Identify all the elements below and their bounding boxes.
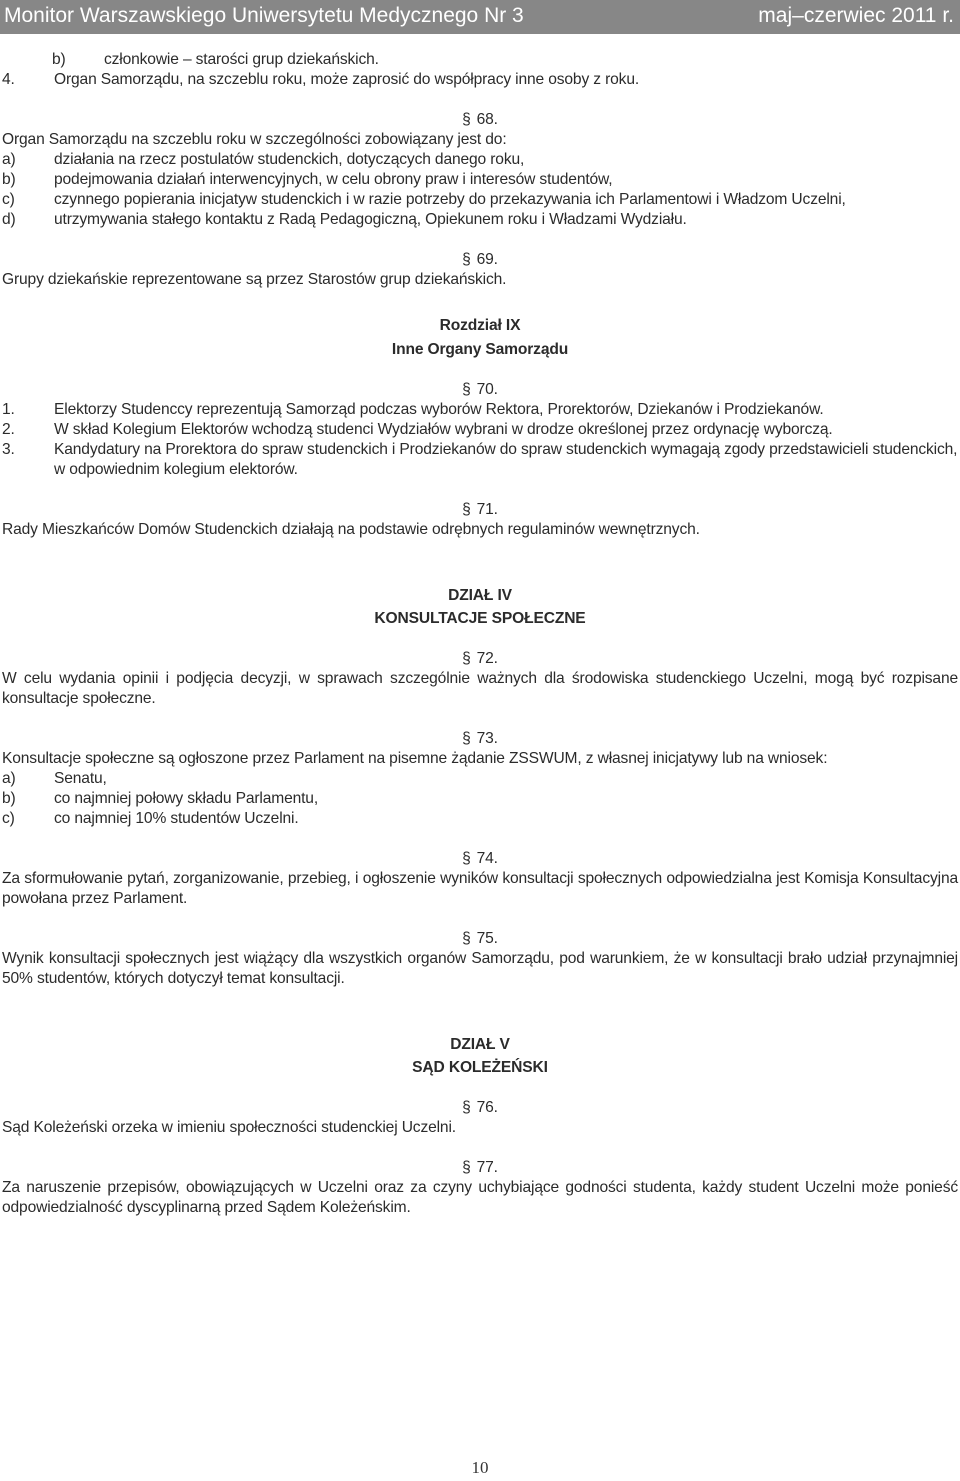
division-heading: DZIAŁ IV bbox=[448, 587, 512, 604]
paragraph: Sąd Koleżeński orzeka w imieniu społeczności studenckiej Uczelni. bbox=[2, 1119, 456, 1136]
page-header bbox=[0, 0, 960, 34]
section-symbol: § bbox=[462, 111, 471, 128]
publication-title: Monitor Warszawskiego Uniwersytetu Medycznego Nr 3 bbox=[4, 4, 524, 27]
page-number: 10 bbox=[471, 1458, 489, 1477]
paragraph: Wynik konsultacji społecznych jest wiążący dla wszystkich organów Samorządu, pod warunkiem, że w konsultacji brało udział przynajmniej 50% studentów, których dotyczył temat konsultacji. bbox=[2, 950, 958, 987]
chapter-title: Inne Organy Samorządu bbox=[391, 341, 569, 358]
paragraph: W celu wydania opinii i podjęcia decyzji, w sprawach szczególnie ważnych dla środowiska studenckiego Uczelni, mogą być rozpisane konsultacje społeczne. bbox=[2, 670, 958, 707]
division-title: KONSULTACJE SPOŁECZNE bbox=[374, 610, 586, 627]
list-marker: b) bbox=[52, 51, 66, 68]
list-item: a) działania na rzecz postulatów studenckich, dotyczących danego roku, bbox=[2, 151, 525, 168]
list-marker: 4. bbox=[2, 71, 15, 88]
list-item bbox=[2, 70, 958, 90]
list-item: a) Senatu, bbox=[2, 770, 107, 787]
list-item: 2. W skład Kolegium Elektorów wchodzą studenci Wydziałów wybrani w drodze określonej przez ordynację wyborczą. bbox=[2, 421, 833, 438]
division-heading: DZIAŁ V bbox=[450, 1036, 510, 1053]
section-number: § 76. bbox=[462, 1099, 498, 1116]
list-text: członkowie – starości grup dziekańskich. bbox=[104, 51, 379, 68]
section-number: § 75. bbox=[462, 930, 498, 947]
section-number: § 69. bbox=[462, 251, 498, 268]
section-number: § 77. bbox=[462, 1159, 498, 1176]
paragraph: Konsultacje społeczne są ogłoszone przez Parlament na pisemne żądanie ZSSWUM, z własnej inicjatywy lub na wniosek: bbox=[2, 750, 828, 767]
list-item: 3. Kandydatury na Prorektora do spraw studenckich i Prodziekanów do spraw studenckich wymagają zgody przedstawicieli studenckich, w odpowiednim kolegium elektorów. bbox=[2, 441, 958, 478]
section-number: § 68. bbox=[462, 111, 498, 128]
paragraph: Za sformułowanie pytań, zorganizowanie, przebieg, i ogłoszenie wyników konsultacji społecznych odpowiedzialna jest Komisja Konsultacyjna powołana przez Parlament. bbox=[2, 870, 958, 907]
section-number: § 71. bbox=[462, 501, 498, 518]
paragraph: Organ Samorządu na szczeblu roku w szczególności zobowiązany jest do: bbox=[2, 131, 507, 148]
list-item: 1. Elektorzy Studenccy reprezentują Samorząd podczas wyborów Rektora, Prorektorów, Dziekanów i Prodziekanów. bbox=[2, 401, 824, 418]
list-text: Organ Samorządu, na szczeblu roku, może zaprosić do współpracy inne osoby z roku. bbox=[54, 71, 640, 88]
document-body bbox=[2, 50, 958, 1218]
paragraph: Grupy dziekańskie reprezentowane są przez Starostów grup dziekańskich. bbox=[2, 271, 507, 288]
division-title: SĄD KOLEŻEŃSKI bbox=[412, 1059, 548, 1076]
list-item: b) podejmowania działań interwencyjnych, w celu obrony praw i interesów studentów, bbox=[2, 171, 613, 188]
list-item: c) co najmniej 10% studentów Uczelni. bbox=[2, 810, 299, 827]
section-number: § 72. bbox=[462, 650, 498, 667]
section-number: § 70. bbox=[462, 381, 498, 398]
list-item: c) czynnego popierania inicjatyw studenckich i w razie potrzeby do przekazywania ich Parlamentowi i Władzom Uczelni, bbox=[2, 191, 846, 208]
list-item: d) utrzymywania stałego kontaktu z Radą Pedagogiczną, Opiekunem roku i Władzami Wydziału. bbox=[2, 211, 687, 228]
paragraph: Za naruszenie przepisów, obowiązujących w Uczelni oraz za czyny uchybiające godności studenta, każdy student Uczelni może ponieść odpowiedzialność dyscyplinarną przed Sądem Koleżeńskim. bbox=[2, 1179, 958, 1216]
section-number: § 73. bbox=[462, 730, 498, 747]
list-item: b) co najmniej połowy składu Parlamentu, bbox=[2, 790, 319, 807]
issue-date: maj–czerwiec 2011 r. bbox=[758, 4, 954, 27]
chapter-heading: Rozdział IX bbox=[439, 317, 521, 334]
list-item bbox=[2, 50, 958, 70]
paragraph: Rady Mieszkańców Domów Studenckich działają na podstawie odrębnych regulaminów wewnętrznych. bbox=[2, 521, 700, 538]
section-number: § 74. bbox=[462, 850, 498, 867]
